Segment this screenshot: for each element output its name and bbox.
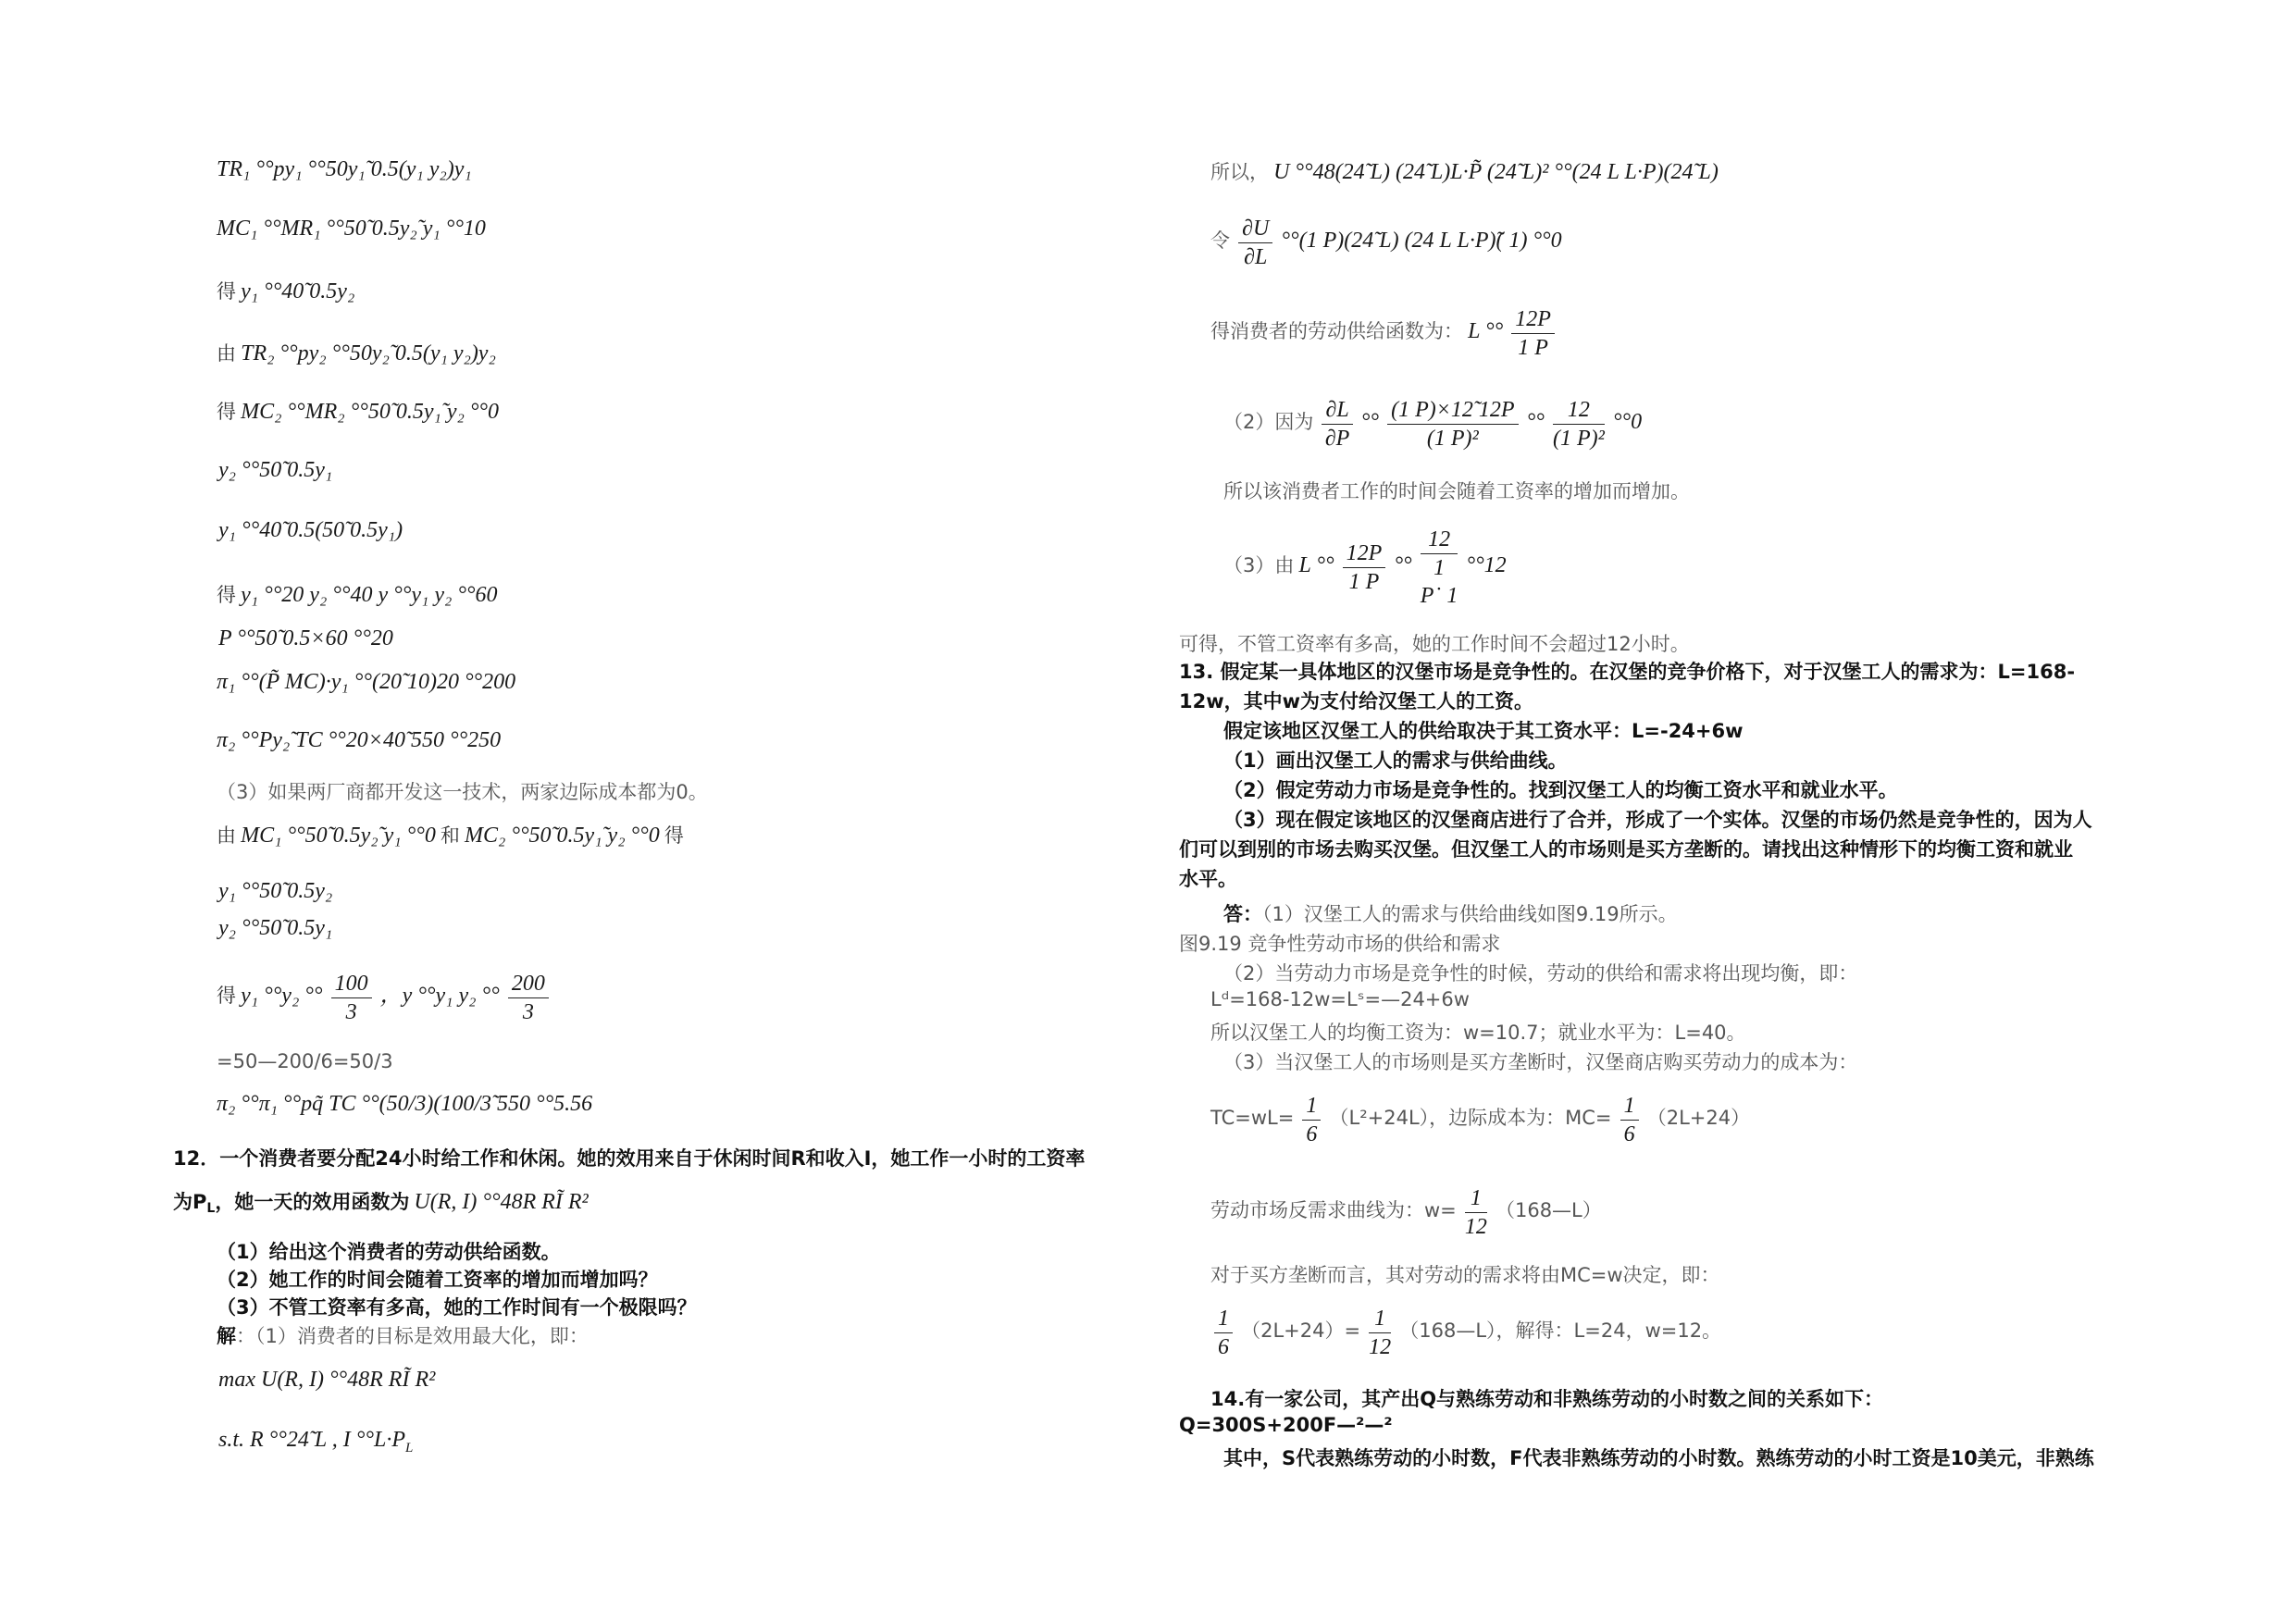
right-column [1148,0,2296,1623]
label-ling: 令 [1210,229,1230,252]
eq-mc-both-line [217,821,684,849]
text-monopsony: 对于买方垄断而言，其对劳动的需求将由MC=w决定，即： [1210,1264,1720,1286]
eq-sign: °° [1394,553,1412,577]
fraction-1-12: $\frac{1}{12}$ [1464,1186,1487,1239]
figure-caption: 图9.19 竞争性劳动市场的供给和需求 [1179,933,1501,955]
answer-13-intro [1223,899,1678,927]
eq-limit-line [1223,526,1507,610]
eq-sol: y₁ °°20 y₂ °°40 y °°y₁ y₂ °°60 [241,583,498,607]
eq-sign: °° [1360,410,1379,434]
question-12-line2 [173,1187,589,1216]
eq-tr2: TR₂ °°py₂ °°50y₂̃ 0.5(y₁ y₂)y₂ [241,341,496,365]
fraction-1-12: $\frac{1}{12}$ [1369,1307,1392,1359]
eq-pi-final: π₂ °°π₁ °°pq̃ TC °°(50/3)(100/3̃ 550 °°5.56 [217,1092,593,1116]
question-12-part2: （2）她工作的时间会随着工资率的增加而增加吗？ [217,1269,658,1291]
label-from: （3）由 [1223,554,1295,576]
label-de: 得 [217,985,236,1007]
text-limit: 可得，不管工资率有多高，她的工作时间不会超过12小时。 [1179,633,1690,655]
eq-y1-line [217,277,354,304]
eq-mc2-line [217,397,499,425]
eq-sym-mid: ，y °°y₁ y₂ °° [379,984,500,1008]
eq-final-mid: （2L+24）= [1241,1319,1361,1342]
eq-u-sub-line [1210,157,1719,185]
question-13-part3-a: （3）现在假定该地区的汉堡商店进行了合并，形成了一个实体。汉堡的市场仍然是竞争性的，因为人 [1223,809,2092,831]
label-de: 得 [217,280,236,303]
eq-u-sub: U °°48(24̃ L) (24̃ L)L·P̃ (24̃ L)² °°(24 L L·P)(24̃ L) [1273,160,1719,184]
eq-price: P °°50̃ 0.5×60 °°20 [218,626,393,650]
q12-text: 为P [173,1191,207,1213]
fraction-1-6: $\frac{1}{6}$ [1302,1092,1321,1148]
question-13-part3-c: 水平。 [1179,868,1237,890]
answer-label: 解 [217,1325,236,1347]
eq-tr1: TR₁ °°py₁ °°50y₁̃ 0.5(y₁ y₂)y₁ [217,157,472,181]
answer-13-text: （1）汉堡工人的需求与供给曲线如图9.19所示。 [1262,903,1678,925]
eq-equilibrium: Lᵈ=168-12w=Lˢ=—24+6w [1210,988,1470,1010]
text-part3: （3）如果两厂商都开发这一技术，两家边际成本都为0。 [217,781,708,803]
eq-tc-pre: TC=wL= [1210,1107,1295,1129]
eq-mc2-zero: MC₂ °°50̃ 0.5y₁̃ y₂ °°0 [465,824,660,848]
question-14-line1: 14.有一家公司，其产出Q与熟练劳动和非熟练劳动的小时数之间的关系如下： [1210,1388,1884,1410]
eq-limit-pre: L °° [1298,553,1334,577]
eq-limit-12: °°12 [1466,553,1507,577]
question-12-line1: 12．一个消费者要分配24小时给工作和休闲。她的效用来自于休闲时间R和收入I，她工作一小时的工资率 [173,1147,1086,1170]
answer-13-part2: （2）当劳动力市场是竞争性的时候，劳动的供给和需求将出现均衡，即： [1223,962,1858,985]
answer-text: ：（1）消费者的目标是效用最大化，即： [236,1325,589,1347]
question-14-equation: Q=300S+200F—²—² [1179,1414,1393,1436]
eq-y1-r: y₁ °°50̃ 0.5y₂ [218,879,333,903]
label-de: 得 [217,401,236,423]
eq-tr2-line [217,339,496,366]
eq-utility: U(R, I) °°48R RĨ R² [414,1190,589,1214]
question-13-line1: 13. 假定某一具体地区的汉堡市场是竞争性的。在汉堡的竞争价格下，对于汉堡工人的需求为：L=168- [1179,661,2076,683]
answer-13-part3: （3）当汉堡工人的市场则是买方垄断时，汉堡商店购买劳动力的成本为： [1223,1051,1858,1073]
eq-st [218,1428,413,1456]
fraction-12: $\frac{12}{\text{(1 P)²}}$ [1552,398,1605,451]
question-13-part3-b: 们可以到别的市场去购买汉堡。但汉堡工人的市场则是买方垄断的。请找出这种情形下的均衡工资和就业 [1179,838,2073,861]
label-de: 得 [217,584,236,606]
eq-supply-pre: L °° [1468,319,1504,343]
eq-st-sub: L [404,1440,414,1456]
eq-inverse-line [1210,1184,1602,1241]
label-suoyi: 所以， [1210,161,1269,183]
eq-inverse-end: （168—L） [1495,1199,1602,1221]
question-12-part3: （3）不管工资率有多高，她的工作时间有一个极限吗？ [217,1296,697,1319]
eq-derivative-line [1223,396,1642,452]
label-de: 得 [664,824,684,847]
eq-mc1-zero: MC₁ °°50̃ 0.5y₂̃ y₁ °°0 [241,824,436,848]
eq-mc1: MC₁ °°MR₁ °°50̃ 0.5y₂̃ y₁ °°10 [217,217,486,241]
question-13-line2: 12w，其中w为支付给汉堡工人的工资。 [1179,690,1534,712]
eq-sym-sol-line [217,970,552,1026]
eq-pi2: π₂ °°Py₂̃ TC °°20×40̃ 550 °°250 [217,728,502,752]
q12-text2: ，她一天的效用函数为 [215,1191,410,1213]
fraction-1-6: $\frac{1}{6}$ [1620,1092,1639,1148]
fraction-100-3: $\frac{100}{3}$ [331,970,372,1026]
eq-mc2: MC₂ °°MR₂ °°50̃ 0.5y₁̃ y₂ °°0 [241,400,500,424]
fraction-du-dl: $\frac{\partial U}{\partial L}$ [1238,215,1272,271]
eq-pi1: π₁ °°(P̃ MC)·y₁ °°(20̃ 10)20 °°200 [217,670,516,694]
label-because: （2）因为 [1223,411,1314,433]
eq-sign: °° [1526,410,1545,434]
label-you: 由 [217,342,236,365]
eq-st-text: s.t. R °°24̃ L , I °°L·P [218,1428,405,1452]
eq-y1: y₁ °°40̃ 0.5y₂ [241,279,355,304]
eq-tc-mid: （L²+24L），边际成本为：MC= [1329,1107,1612,1129]
question-14-line2: 其中，S代表熟练劳动的小时数，F代表非熟练劳动的小时数。熟练劳动的小时工资是10美元，非熟练 [1223,1447,2094,1469]
q12-sub: L [206,1201,216,1217]
fraction-quotient: $\frac{(1 P)\times 12̃ 12P}{\text{(1 P)²}}$ [1387,396,1519,452]
answer-label: 答： [1223,903,1262,925]
fraction-supply-2: $\frac{12P}{1 P}$ [1343,539,1386,596]
text-increase: 所以该消费者工作的时间会随着工资率的增加而增加。 [1223,480,1690,502]
eq-foc: °°(1 P)(24̃ L) (24 L L·P)̃( 1) °°0 [1281,229,1562,253]
fraction-nested: 12 1 P˙ 1 [1420,527,1458,608]
label-and: 和 [440,824,460,847]
eq-y2-r: y₂ °°50̃ 0.5y₁ [218,916,333,940]
answer-13-result: 所以汉堡工人的均衡工资为：w=10.7；就业水平为：L=40。 [1210,1022,1746,1044]
eq-y2: y₂ °°50̃ 0.5y₁ [218,458,333,482]
eq-supply-line [1210,305,1558,362]
eq-sym-pre: y₁ °°y₂ °° [241,984,323,1008]
question-13-part1: （1）画出汉堡工人的需求与供给曲线。 [1223,750,1568,772]
eq-y1-sub: y₁ °°40̃ 0.5(50̃ 0.5y₁) [218,518,403,542]
eq-final-end: （168—L），解得：L=24，w=12。 [1399,1319,1722,1342]
answer-12-intro [217,1321,589,1349]
label-you: 由 [217,824,236,847]
fraction-200-3: $\frac{200}{3}$ [508,970,549,1026]
fraction-supply: $\frac{12P}{1 P}$ [1511,305,1555,362]
eq-tc-line [1210,1092,1750,1148]
eq-max: max U(R, I) °°48R RĨ R² [218,1368,436,1392]
question-13-part2: （2）假定劳动力市场是竞争性的。找到汉堡工人的均衡工资水平和就业水平。 [1223,779,1898,801]
eq-inverse-pre: 劳动市场反需求曲线为：w= [1210,1199,1457,1221]
question-12-part1: （1）给出这个消费者的劳动供给函数。 [217,1241,561,1263]
eq-final-line [1210,1305,1721,1361]
eq-price-calc: =50—200/6=50/3 [217,1050,393,1072]
question-13-line3: 假定该地区汉堡工人的供给取决于其工资水平：L=-24+6w [1223,720,1744,742]
fraction-1-6: $\frac{1}{6}$ [1214,1305,1233,1361]
label-supply: 得消费者的劳动供给函数为： [1210,320,1463,342]
eq-gt-zero: °°0 [1612,410,1643,434]
eq-mc-end: （2L+24） [1646,1107,1751,1129]
eq-sol-line [217,580,498,608]
eq-foc-line [1210,215,1562,271]
fraction-dl-dp: $\frac{\partial L}{\partial P}$ [1322,396,1352,452]
